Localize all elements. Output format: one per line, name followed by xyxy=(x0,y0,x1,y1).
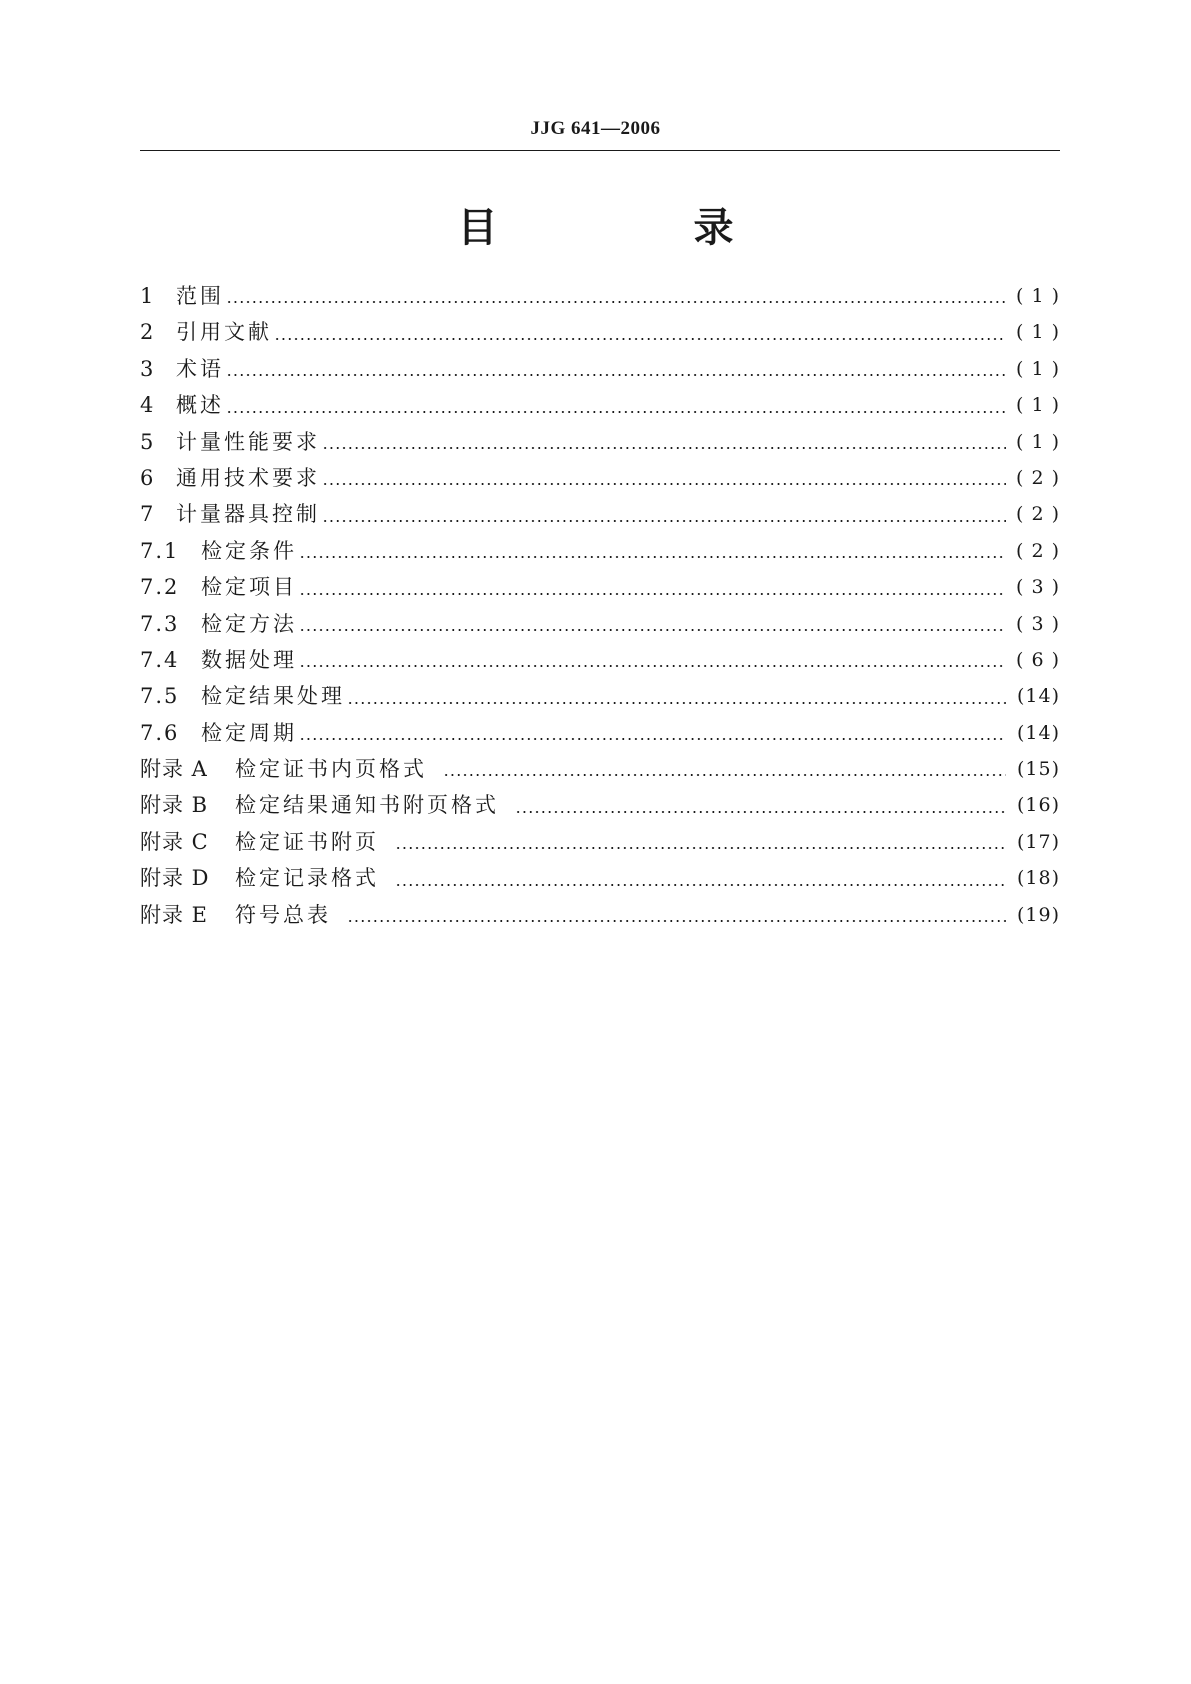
toc-entry[interactable] xyxy=(140,278,1060,314)
toc-entry-page: ( 3 ) xyxy=(1016,612,1060,635)
toc-entry-page: ( 1 ) xyxy=(1016,357,1060,380)
toc-entry-title: 概述 xyxy=(176,393,224,418)
toc-entry-title: 数据处理 xyxy=(201,647,297,672)
toc-dot-leader xyxy=(322,424,1006,460)
toc-entry-title: 检定方法 xyxy=(201,611,297,636)
toc-entry[interactable] xyxy=(140,606,1060,642)
toc-entry-number: 7.5 xyxy=(140,684,180,709)
toc-entry-title: 检定条件 xyxy=(201,538,297,563)
toc-entry-page: ( 1 ) xyxy=(1016,321,1060,344)
toc-entry[interactable] xyxy=(140,569,1060,605)
toc-entry-page: (15) xyxy=(1016,758,1060,781)
toc-entry-title: 检定项目 xyxy=(201,575,297,600)
toc-dot-leader xyxy=(443,751,1006,787)
toc-entry-number: 7 xyxy=(140,502,156,527)
header-divider xyxy=(140,150,1060,151)
toc-entry[interactable] xyxy=(140,314,1060,350)
toc-entry-appendix[interactable] xyxy=(140,824,1060,860)
toc-entry-title: 计量器具控制 xyxy=(176,502,320,527)
toc-dot-leader xyxy=(299,533,1006,569)
toc-entry[interactable] xyxy=(140,715,1060,751)
toc-entry[interactable] xyxy=(140,460,1060,496)
toc-entry-title: 检定周期 xyxy=(201,720,297,745)
toc-entry-page: (14) xyxy=(1016,721,1060,744)
toc-entry-title: 检定结果处理 xyxy=(201,684,345,709)
toc-dot-leader xyxy=(299,569,1006,605)
toc-dot-leader xyxy=(347,897,1006,933)
toc-entry-number: 附录 A xyxy=(140,757,208,782)
toc-entry-title: 检定证书附页 xyxy=(235,829,379,854)
toc-entry-page: (14) xyxy=(1016,685,1060,708)
toc-entry[interactable] xyxy=(140,533,1060,569)
toc-entry[interactable] xyxy=(140,496,1060,532)
toc-dot-leader xyxy=(226,351,1006,387)
toc-entry-page: ( 1 ) xyxy=(1016,285,1060,307)
toc-entry-number: 5 xyxy=(140,429,156,454)
toc-entry-page: ( 6 ) xyxy=(1016,648,1060,671)
toc-dot-leader xyxy=(299,642,1006,678)
toc-entry-number: 附录 D xyxy=(140,866,210,891)
toc-entry-appendix[interactable] xyxy=(140,897,1060,933)
toc-entry-page: ( 2 ) xyxy=(1016,539,1060,562)
toc-entry-number: 7.6 xyxy=(140,720,180,745)
toc-entry-title: 检定证书内页格式 xyxy=(235,757,427,782)
toc-entry-number: 4 xyxy=(140,393,156,418)
toc-entry-page: ( 2 ) xyxy=(1016,503,1060,526)
toc-dot-leader xyxy=(226,278,1006,314)
toc-entry-appendix[interactable] xyxy=(140,787,1060,823)
toc-entry-title: 引用文献 xyxy=(176,320,272,345)
toc-dot-leader xyxy=(274,314,1006,350)
toc-entry[interactable] xyxy=(140,351,1060,387)
toc-entry-appendix[interactable] xyxy=(140,751,1060,787)
toc-entry-number: 附录 C xyxy=(140,829,209,854)
page-header-code: JJG 641—2006 xyxy=(530,118,661,139)
toc-entry-title: 通用技术要求 xyxy=(176,465,320,490)
toc-dot-leader xyxy=(515,787,1006,823)
toc-entry[interactable] xyxy=(140,424,1060,460)
toc-entry-title: 范围 xyxy=(176,284,224,308)
toc-entry-number: 附录 B xyxy=(140,793,209,818)
toc-entry-page: (18) xyxy=(1016,867,1060,890)
toc-entry-page: ( 2 ) xyxy=(1016,466,1060,489)
toc-title: 目 录 xyxy=(457,205,812,251)
toc-dot-leader xyxy=(347,678,1006,714)
toc-dot-leader xyxy=(395,860,1006,896)
toc-entry-number: 3 xyxy=(140,356,156,381)
toc-entry-number: 附录 E xyxy=(140,902,209,927)
toc-entry-page: (17) xyxy=(1016,830,1060,853)
table-of-contents xyxy=(140,278,1060,933)
toc-entry-page: ( 3 ) xyxy=(1016,576,1060,599)
toc-entry-number: 1 xyxy=(140,284,156,308)
toc-dot-leader xyxy=(395,824,1006,860)
toc-dot-leader xyxy=(226,387,1006,423)
toc-entry-number: 7.4 xyxy=(140,647,180,672)
toc-entry-number: 7.1 xyxy=(140,538,180,563)
toc-entry[interactable] xyxy=(140,387,1060,423)
toc-entry-number: 6 xyxy=(140,465,156,490)
toc-entry[interactable] xyxy=(140,678,1060,714)
toc-dot-leader xyxy=(322,460,1006,496)
toc-dot-leader xyxy=(299,715,1006,751)
toc-entry-number: 7.3 xyxy=(140,611,180,636)
toc-entry-page: (19) xyxy=(1016,903,1060,926)
toc-dot-leader xyxy=(322,496,1006,532)
toc-entry-page: ( 1 ) xyxy=(1016,394,1060,417)
toc-entry-number: 7.2 xyxy=(140,575,180,600)
toc-entry-page: ( 1 ) xyxy=(1016,430,1060,453)
toc-entry-number: 2 xyxy=(140,320,156,345)
toc-entry[interactable] xyxy=(140,642,1060,678)
toc-entry-title: 检定结果通知书附页格式 xyxy=(235,793,499,818)
toc-dot-leader xyxy=(299,606,1006,642)
toc-entry-title: 术语 xyxy=(176,356,224,381)
toc-entry-title: 计量性能要求 xyxy=(176,429,320,454)
toc-entry-title: 检定记录格式 xyxy=(235,866,379,891)
toc-entry-page: (16) xyxy=(1016,794,1060,817)
toc-entry-title: 符号总表 xyxy=(235,902,331,927)
toc-entry-appendix[interactable] xyxy=(140,860,1060,896)
